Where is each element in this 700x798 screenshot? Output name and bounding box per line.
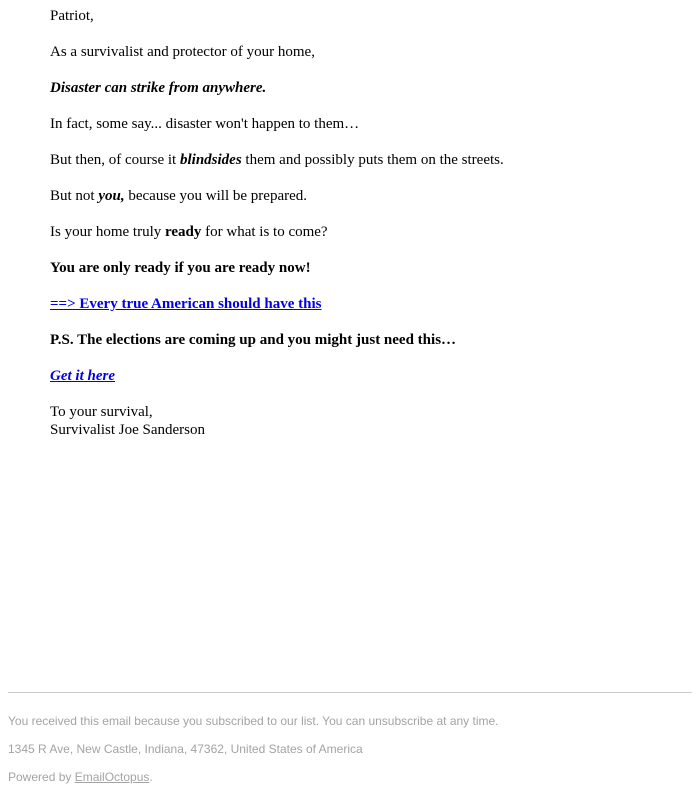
ps-line: P.S. The elections are coming up and you might just need this… (50, 332, 457, 348)
ready-now-line: You are only ready if you are ready now! (50, 260, 311, 276)
email-body (50, 7, 670, 439)
get-it-paragraph (50, 367, 670, 385)
email-footer (8, 692, 692, 784)
emailoctopus-link[interactable]: EmailOctopus (74, 770, 150, 784)
powered-by: Powered by EmailOctopus. (8, 770, 153, 784)
blindside-line: But then, of course it blindsides them and possibly puts them on the streets. (50, 152, 504, 168)
intro-line: As a survivalist and protector of your home, (50, 44, 315, 60)
closing: To your survival, (50, 404, 153, 420)
signature: Survivalist Joe Sanderson (50, 422, 205, 438)
greeting: Patriot, (50, 8, 94, 24)
get-it-here-link[interactable]: Get it here (50, 368, 115, 384)
main-link-paragraph (50, 295, 670, 313)
sender-address: 1345 R Ave, New Castle, Indiana, 47362, United States of America (8, 742, 363, 756)
fact-line: In fact, some say... disaster won't happen to them… (50, 116, 360, 132)
every-american-link[interactable]: ==> Every true American should have this (50, 296, 322, 312)
not-you-line: But not you, because you will be prepared. (50, 188, 308, 204)
ready-question: Is your home truly ready for what is to come? (50, 224, 328, 240)
headline: Disaster can strike from anywhere. (50, 80, 267, 96)
subscription-notice: You received this email because you subscribed to our list. You can unsubscribe at any time. (8, 714, 499, 728)
